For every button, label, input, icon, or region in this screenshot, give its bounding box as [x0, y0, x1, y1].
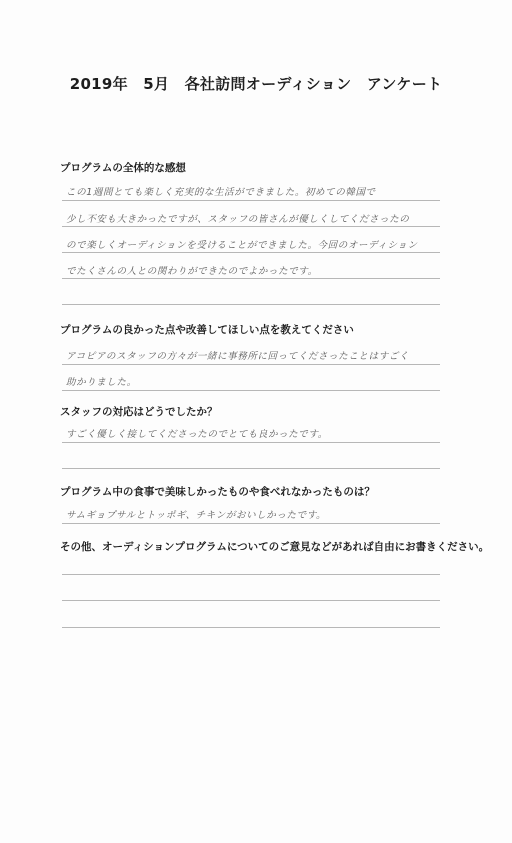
answer-rule	[62, 468, 440, 469]
answer-rule	[62, 574, 440, 575]
question-overall-impression: プログラムの全体的な感想	[60, 162, 186, 174]
answer-rule	[62, 523, 440, 524]
answer-rule	[62, 278, 440, 279]
answer-rule	[62, 627, 440, 628]
answer-line: 助かりました。	[66, 377, 137, 388]
answer-rule	[62, 390, 440, 391]
question-staff-response: スタッフの対応はどうでしたか？	[60, 406, 218, 418]
question-food: プログラム中の食事で美味しかったものや食べれなかったものは？	[60, 486, 375, 498]
answer-rule	[62, 226, 440, 227]
answer-rule	[62, 304, 440, 305]
answer-line: でたくさんの人との関わりができたのでよかったです。	[66, 266, 318, 277]
answer-line: サムギョプサルとトッポギ、チキンがおいしかったです。	[66, 510, 327, 521]
answer-line: アコピアのスタッフの方々が一緒に事務所に回ってくださったことはすごく	[66, 351, 409, 362]
answer-rule	[62, 252, 440, 253]
answer-line: この1週間とても楽しく充実的な生活ができました。初めての韓国で	[66, 187, 376, 198]
page-title: 2019年 5月 各社訪問オーディション アンケート	[69, 75, 443, 93]
answer-line: 少し不安も大きかったですが、スタッフの皆さんが優しくしてくださったの	[66, 214, 410, 225]
answer-rule	[62, 600, 440, 601]
answer-line: すごく優しく接してくださったのでとても良かったです。	[66, 429, 328, 440]
answer-rule	[62, 364, 440, 365]
answer-rule	[62, 200, 440, 201]
question-good-and-improve: プログラムの良かった点や改善してほしい点を教えてください	[60, 324, 354, 336]
answer-rule	[62, 442, 440, 443]
answer-line: ので楽しくオーディションを受けることができました。今回のオーディション	[66, 240, 418, 251]
question-other-comments: その他、オーディションプログラムについてのご意見などがあれば自由にお書きください。	[60, 541, 490, 553]
